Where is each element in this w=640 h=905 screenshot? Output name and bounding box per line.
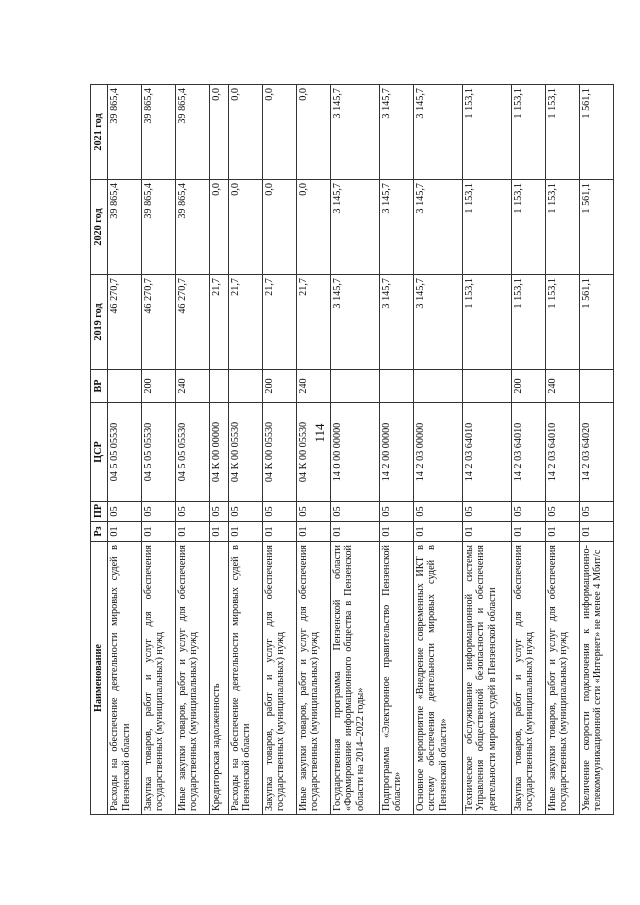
cell-rz: 01 (209, 522, 228, 542)
cell-csr: 14 2 03 64010 (545, 403, 579, 502)
cell-vr: 240 (296, 370, 330, 403)
cell-2019: 21,7 (296, 275, 330, 370)
header-rz: Рз (91, 522, 108, 542)
cell-pr: 05 (579, 502, 613, 522)
cell-csr: 04 К 00 05530 (296, 403, 330, 502)
cell-2020: 3 145,7 (379, 180, 413, 275)
cell-csr: 04 5 05 05530 (108, 403, 142, 502)
cell-2021: 39 865,4 (141, 85, 175, 180)
cell-pr: 05 (379, 502, 413, 522)
cell-rz: 01 (413, 522, 462, 542)
header-csr: ЦСР (91, 403, 108, 502)
cell-vr (108, 370, 142, 403)
cell-vr: 200 (141, 370, 175, 403)
cell-csr: 14 2 03 64020 (579, 403, 613, 502)
cell-vr (330, 370, 379, 403)
table-row (511, 85, 545, 815)
cell-rz: 01 (108, 522, 142, 542)
cell-csr: 14 2 03 00000 (413, 403, 462, 502)
cell-2021: 39 865,4 (108, 85, 142, 180)
header-2021: 2021 год (91, 85, 108, 180)
cell-2020: 39 865,4 (108, 180, 142, 275)
page-number: 114 (312, 423, 327, 443)
table-row (209, 85, 228, 815)
cell-2019: 46 270,7 (108, 275, 142, 370)
cell-rz: 01 (379, 522, 413, 542)
header-2020: 2020 год (91, 180, 108, 275)
table-row (262, 85, 296, 815)
cell-2021: 1 153,1 (545, 85, 579, 180)
cell-csr: 04 К 00 05530 (228, 403, 262, 502)
cell-2019: 46 270,7 (141, 275, 175, 370)
cell-name: Основное мероприятие «Внедрение современных ИКТ в систему обеспечения деятельности мировых судей в Пензенской области» (413, 542, 462, 815)
cell-rz: 01 (228, 522, 262, 542)
cell-2020: 1 153,1 (462, 180, 511, 275)
cell-2021: 3 145,7 (413, 85, 462, 180)
cell-rz: 01 (330, 522, 379, 542)
table-row (330, 85, 379, 815)
cell-name: Закупка товаров, работ и услуг для обеспечения государственных (муниципальных) нужд (511, 542, 545, 815)
cell-vr: 200 (511, 370, 545, 403)
cell-2019: 21,7 (262, 275, 296, 370)
cell-2019: 21,7 (228, 275, 262, 370)
cell-2019: 1 153,1 (462, 275, 511, 370)
cell-csr: 04 К 00 05530 (262, 403, 296, 502)
cell-rz: 01 (141, 522, 175, 542)
cell-pr: 05 (413, 502, 462, 522)
cell-name: Иные закупки товаров, работ и услуг для обеспечения государственных (муниципальных) нужд (545, 542, 579, 815)
cell-2019: 3 145,7 (379, 275, 413, 370)
cell-vr (462, 370, 511, 403)
cell-2020: 3 145,7 (413, 180, 462, 275)
cell-rz: 01 (262, 522, 296, 542)
cell-pr: 05 (296, 502, 330, 522)
cell-name: Увеличение скорости подключения к информационно-телекоммуникационной сети «Интернет» не менее 4 Мбит/с (579, 542, 613, 815)
cell-2019: 21,7 (209, 275, 228, 370)
cell-2020: 39 865,4 (175, 180, 209, 275)
cell-2019: 46 270,7 (175, 275, 209, 370)
cell-name: Расходы на обеспечение деятельности мировых судей в Пензенской области (108, 542, 142, 815)
cell-rz: 01 (175, 522, 209, 542)
cell-name: Расходы на обеспечение деятельности мировых судей в Пензенской области (228, 542, 262, 815)
cell-pr: 05 (462, 502, 511, 522)
cell-2020: 0,0 (209, 180, 228, 275)
cell-2021: 0,0 (262, 85, 296, 180)
table-row (296, 85, 330, 815)
cell-vr: 240 (545, 370, 579, 403)
cell-2019: 1 153,1 (511, 275, 545, 370)
cell-2021: 39 865,4 (175, 85, 209, 180)
cell-rz: 01 (462, 522, 511, 542)
cell-vr (413, 370, 462, 403)
cell-2020: 1 153,1 (545, 180, 579, 275)
header-name: Наименование (91, 542, 108, 815)
cell-2020: 0,0 (262, 180, 296, 275)
cell-csr: 14 2 03 64010 (511, 403, 545, 502)
table-row (462, 85, 511, 815)
table-row (175, 85, 209, 815)
cell-2019: 3 145,7 (413, 275, 462, 370)
cell-2021: 3 145,7 (330, 85, 379, 180)
cell-rz: 01 (511, 522, 545, 542)
cell-csr: 04 5 05 05530 (175, 403, 209, 502)
cell-2021: 1 561,1 (579, 85, 613, 180)
cell-pr: 05 (141, 502, 175, 522)
cell-2021: 3 145,7 (379, 85, 413, 180)
cell-csr: 14 2 03 64010 (462, 403, 511, 502)
budget-table (90, 84, 614, 815)
cell-vr (228, 370, 262, 403)
cell-name: Государственная программа Пензенской области «Формирование информационного общества в Пензенской области на 2014–2022 годы» (330, 542, 379, 815)
cell-pr: 05 (228, 502, 262, 522)
cell-csr: 04 5 05 05530 (141, 403, 175, 502)
cell-vr: 240 (175, 370, 209, 403)
header-2019: 2019 год (91, 275, 108, 370)
cell-rz: 01 (579, 522, 613, 542)
cell-name: Иные закупки товаров, работ и услуг для обеспечения государственных (муниципальных) нужд (296, 542, 330, 815)
rotated-table-container (90, 85, 614, 815)
cell-name: Закупка товаров, работ и услуг для обеспечения государственных (муниципальных) нужд (141, 542, 175, 815)
cell-rz: 01 (296, 522, 330, 542)
cell-2021: 1 153,1 (511, 85, 545, 180)
table-row (545, 85, 579, 815)
header-pr: ПР (91, 502, 108, 522)
cell-2020: 1 561,1 (579, 180, 613, 275)
cell-csr: 14 2 00 00000 (379, 403, 413, 502)
cell-2020: 39 865,4 (141, 180, 175, 275)
table-row (228, 85, 262, 815)
table-row (413, 85, 462, 815)
header-vr: ВР (91, 370, 108, 403)
cell-2020: 3 145,7 (330, 180, 379, 275)
cell-name: Подпрограмма «Электронное правительство Пензенской области» (379, 542, 413, 815)
cell-2019: 1 561,1 (579, 275, 613, 370)
cell-2019: 1 153,1 (545, 275, 579, 370)
cell-pr: 05 (511, 502, 545, 522)
cell-2020: 0,0 (296, 180, 330, 275)
cell-csr: 14 0 00 00000 (330, 403, 379, 502)
cell-2021: 0,0 (296, 85, 330, 180)
cell-name: Кредиторская задолженность (209, 542, 228, 815)
cell-csr: 04 К 00 00000 (209, 403, 228, 502)
table-row (108, 85, 142, 815)
cell-name: Техническое обслуживание информационной системы Управления общественной безопасности и обеспечения деятельности мировых судей в Пензенской области (462, 542, 511, 815)
cell-rz: 01 (545, 522, 579, 542)
cell-pr: 05 (108, 502, 142, 522)
cell-vr (379, 370, 413, 403)
cell-pr: 05 (209, 502, 228, 522)
cell-2021: 0,0 (228, 85, 262, 180)
cell-pr: 05 (545, 502, 579, 522)
cell-name: Иные закупки товаров, работ и услуг для обеспечения государственных (муниципальных) нужд (175, 542, 209, 815)
cell-2019: 3 145,7 (330, 275, 379, 370)
cell-vr (209, 370, 228, 403)
table-row (579, 85, 613, 815)
cell-name: Закупка товаров, работ и услуг для обеспечения государственных (муниципальных) нужд (262, 542, 296, 815)
table-header-row (91, 85, 108, 815)
cell-2021: 1 153,1 (462, 85, 511, 180)
cell-2020: 0,0 (228, 180, 262, 275)
cell-pr: 05 (262, 502, 296, 522)
cell-2020: 1 153,1 (511, 180, 545, 275)
table-row (141, 85, 175, 815)
cell-pr: 05 (330, 502, 379, 522)
cell-pr: 05 (175, 502, 209, 522)
cell-2021: 0,0 (209, 85, 228, 180)
cell-vr: 200 (262, 370, 296, 403)
cell-vr (579, 370, 613, 403)
table-row (379, 85, 413, 815)
